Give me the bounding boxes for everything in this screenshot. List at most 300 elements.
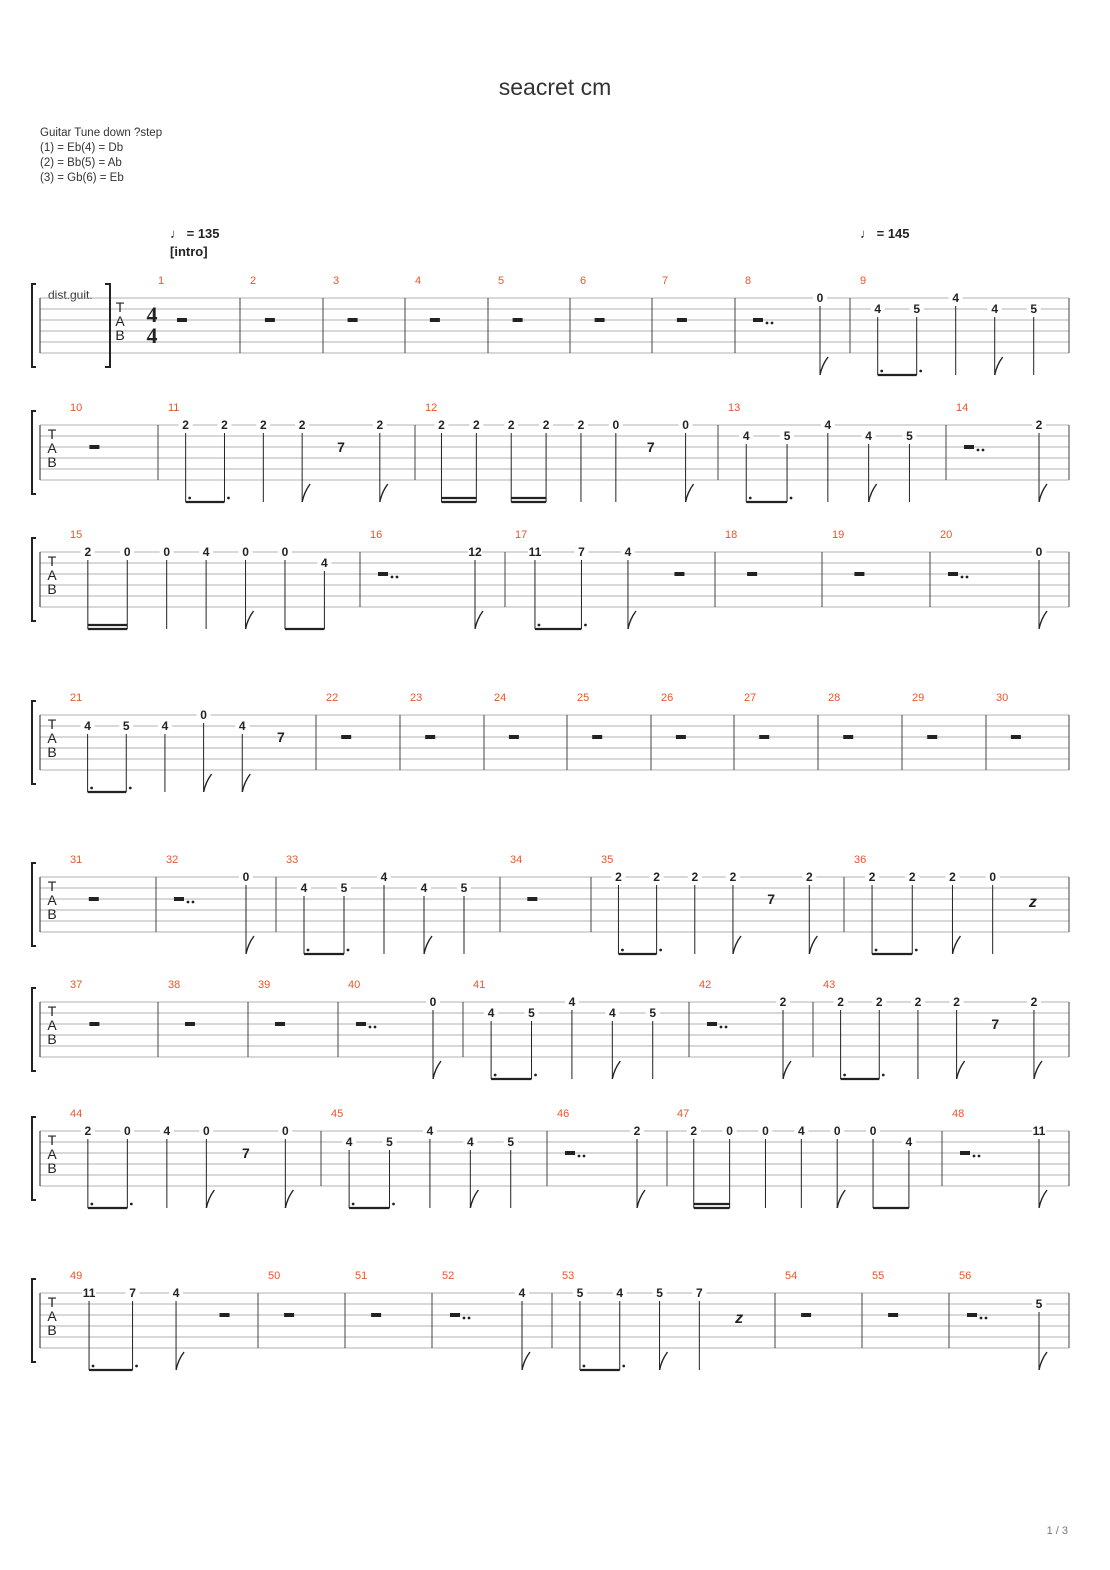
fret-number: 2 <box>376 418 384 432</box>
fret-number: 0 <box>429 995 437 1009</box>
eighth-flag <box>302 484 310 502</box>
eighth-flag <box>1039 1352 1047 1370</box>
tab-letter-a: A <box>47 440 57 456</box>
fret-number: 4 <box>624 545 632 559</box>
half-rest <box>284 1313 294 1317</box>
tab-letter-a: A <box>115 313 125 329</box>
fret-number: 12 <box>468 545 482 559</box>
rest-dot <box>725 1026 728 1029</box>
page-number: 1 / 3 <box>1046 1525 1068 1537</box>
half-rest <box>89 445 99 449</box>
rest-dot <box>578 1155 581 1158</box>
tuning-line: (2) = Bb(5) = Ab <box>40 157 122 169</box>
eighth-flag <box>424 936 432 954</box>
tab-letter-t: T <box>115 299 125 315</box>
half-rest <box>960 1151 970 1155</box>
fret-number: 2 <box>438 418 445 432</box>
dot <box>790 497 793 500</box>
fret-number: 5 <box>783 429 791 443</box>
fret-number: 5 <box>576 1286 584 1300</box>
dot <box>882 1074 885 1077</box>
rest-dot <box>973 1155 976 1158</box>
fret-number: 0 <box>833 1124 841 1138</box>
eighth-rest: 7 <box>277 729 285 745</box>
tab-letter-t: T <box>47 553 57 569</box>
tuning-line: (1) = Eb(4) = Db <box>40 142 124 154</box>
fret-number: 0 <box>282 1124 289 1138</box>
half-rest <box>430 318 440 322</box>
tab-letter-a: A <box>47 1308 57 1324</box>
measure-number: 12 <box>425 402 438 414</box>
system-bracket <box>32 1279 36 1362</box>
song-title: seacret cm <box>498 74 612 100</box>
rest-dot <box>187 901 190 904</box>
eighth-flag <box>242 774 250 792</box>
dot <box>129 787 132 790</box>
measure-number: 5 <box>498 275 505 287</box>
measure-number: 9 <box>860 275 867 287</box>
measure-number: 15 <box>70 529 83 541</box>
fret-number: 0 <box>242 870 250 884</box>
fret-number: 5 <box>460 881 468 895</box>
measure-number: 6 <box>580 275 587 287</box>
fret-number: 4 <box>84 719 91 733</box>
fret-number: 4 <box>426 1124 434 1138</box>
tab-letter-b: B <box>47 581 57 597</box>
fret-number: 4 <box>608 1006 616 1020</box>
eighth-flag <box>1039 1190 1047 1208</box>
tab-letter-b: B <box>47 1031 57 1047</box>
measure-number: 8 <box>745 275 752 287</box>
tab-letter-a: A <box>47 567 57 583</box>
fret-number: 4 <box>466 1135 474 1149</box>
eighth-flag <box>176 1352 184 1370</box>
half-rest <box>348 318 358 322</box>
eighth-flag <box>1039 484 1047 502</box>
measure-number: 2 <box>250 275 257 287</box>
measure-number: 29 <box>912 692 925 704</box>
fret-number: 4 <box>345 1135 353 1149</box>
half-rest <box>527 897 537 901</box>
fret-number: 2 <box>633 1124 641 1138</box>
fret-number: 2 <box>298 418 306 432</box>
fret-number: 5 <box>656 1286 663 1300</box>
system-bracket <box>32 988 36 1071</box>
fret-number: 2 <box>182 418 189 432</box>
measure-number: 34 <box>510 854 523 866</box>
measure-number: 13 <box>728 402 741 414</box>
fret-number: 5 <box>507 1135 515 1149</box>
fret-number: 5 <box>528 1006 535 1020</box>
fret-number: 0 <box>124 1124 131 1138</box>
tab-letter-t: T <box>47 1003 57 1019</box>
fret-number: 4 <box>163 1124 171 1138</box>
fret-number: 4 <box>905 1135 913 1149</box>
measure-number: 14 <box>956 402 969 414</box>
eighth-rest: 7 <box>646 439 655 455</box>
measure-number: 54 <box>785 1270 798 1282</box>
half-rest <box>174 897 184 901</box>
tempo-value: = 135 <box>186 226 220 241</box>
fret-number: 4 <box>824 418 832 432</box>
tab-letter-b: B <box>115 327 125 343</box>
dot <box>90 787 93 790</box>
fret-number: 5 <box>649 1006 657 1020</box>
fret-number: 4 <box>742 429 750 443</box>
rest-dot <box>720 1026 723 1029</box>
half-rest <box>371 1313 381 1317</box>
fret-number: 0 <box>989 870 997 884</box>
fret-number: 5 <box>122 719 130 733</box>
eighth-flag <box>204 774 212 792</box>
measure-number: 38 <box>168 979 181 991</box>
dot <box>352 1203 355 1206</box>
half-rest <box>509 735 519 739</box>
rest-dot <box>369 1026 372 1029</box>
measure-number: 31 <box>70 854 83 866</box>
eighth-flag <box>380 484 388 502</box>
fret-number: 5 <box>386 1135 393 1149</box>
dot <box>915 949 918 952</box>
dot <box>919 370 922 373</box>
measure-number: 47 <box>677 1108 690 1120</box>
dot <box>584 624 587 627</box>
fret-number: 4 <box>874 302 882 316</box>
fret-number: 4 <box>300 881 308 895</box>
dot <box>392 1203 395 1206</box>
half-rest <box>220 1313 230 1317</box>
eighth-flag <box>952 936 960 954</box>
measure-number: 10 <box>70 402 83 414</box>
dot <box>621 949 624 952</box>
rest-dot <box>463 1317 466 1320</box>
half-rest <box>753 318 763 322</box>
tab-letter-a: A <box>47 1017 57 1033</box>
fret-number: 2 <box>949 870 956 884</box>
dot <box>875 949 878 952</box>
measure-number: 33 <box>286 854 299 866</box>
fret-number: 2 <box>868 870 876 884</box>
eighth-flag <box>475 611 483 629</box>
fret-number: 0 <box>762 1124 769 1138</box>
measure-number: 56 <box>959 1270 972 1282</box>
eighth-rest: 7 <box>241 1145 250 1161</box>
rest-dot <box>192 901 195 904</box>
fret-number: 0 <box>242 545 249 559</box>
dot <box>534 1074 537 1077</box>
tab-letter-b: B <box>47 744 57 760</box>
fret-number: 2 <box>615 870 622 884</box>
measure-number: 27 <box>744 692 757 704</box>
fret-number: 4 <box>321 556 328 570</box>
fret-number: 2 <box>577 418 585 432</box>
measure-number: 17 <box>515 529 528 541</box>
measure-number: 53 <box>562 1270 575 1282</box>
measure-number: 22 <box>326 692 339 704</box>
eighth-flag <box>246 936 254 954</box>
dot <box>494 1074 497 1077</box>
dot <box>92 1365 95 1368</box>
rest-dot <box>766 322 769 325</box>
measure-number: 44 <box>70 1108 83 1120</box>
system-bracket <box>32 1117 36 1200</box>
fret-number: 4 <box>202 545 210 559</box>
dot <box>659 949 662 952</box>
tab-letter-a: A <box>47 1146 57 1162</box>
rest-dot <box>978 1155 981 1158</box>
fret-number: 4 <box>865 429 872 443</box>
eighth-flag <box>733 936 741 954</box>
measure-number: 24 <box>494 692 507 704</box>
eighth-flag <box>837 1190 845 1208</box>
instrument-label: dist.guit. <box>48 288 93 302</box>
measure-number: 42 <box>699 979 712 991</box>
half-rest <box>676 735 686 739</box>
dot <box>538 624 541 627</box>
tempo-value: = 145 <box>876 226 910 241</box>
dot <box>135 1365 138 1368</box>
fret-number: 0 <box>612 418 620 432</box>
dot <box>188 497 191 500</box>
tab-letter-b: B <box>47 906 57 922</box>
measure-number: 30 <box>996 692 1009 704</box>
fret-number: 2 <box>1030 995 1038 1009</box>
fret-number: 2 <box>653 870 660 884</box>
fret-number: 11 <box>1032 1124 1046 1138</box>
fret-number: 4 <box>952 291 960 305</box>
fret-number: 2 <box>84 1124 92 1138</box>
half-rest <box>275 1022 285 1026</box>
fret-number: 0 <box>163 545 171 559</box>
half-rest <box>378 572 388 576</box>
half-rest <box>888 1313 898 1317</box>
measure-number: 35 <box>601 854 614 866</box>
dot <box>227 497 230 500</box>
eighth-flag <box>612 1061 620 1079</box>
fret-number: 4 <box>238 719 246 733</box>
fret-number: 2 <box>805 870 813 884</box>
fret-number: 2 <box>837 995 844 1009</box>
fret-number: 4 <box>797 1124 805 1138</box>
fret-number: 2 <box>779 995 787 1009</box>
half-rest <box>265 318 275 322</box>
measure-number: 23 <box>410 692 423 704</box>
half-rest <box>185 1022 195 1026</box>
measure-number: 37 <box>70 979 83 991</box>
rest-dot <box>961 576 964 579</box>
system-bracket <box>32 284 36 367</box>
fret-number: 11 <box>528 545 542 559</box>
tab-letter-a: A <box>47 892 57 908</box>
eighth-flag <box>246 611 254 629</box>
fret-number: 5 <box>906 429 913 443</box>
rest-dot <box>374 1026 377 1029</box>
fret-number: 0 <box>816 291 824 305</box>
fret-number: 5 <box>1035 1297 1043 1311</box>
dot <box>749 497 752 500</box>
eighth-flag <box>522 1352 530 1370</box>
measure-number: 48 <box>952 1108 965 1120</box>
eighth-flag <box>637 1190 645 1208</box>
fret-number: 2 <box>953 995 960 1009</box>
fret-number: 4 <box>487 1006 495 1020</box>
fret-number: 7 <box>129 1286 136 1300</box>
fret-number: 4 <box>568 995 576 1009</box>
half-rest <box>677 318 687 322</box>
measure-number: 51 <box>355 1270 368 1282</box>
half-rest <box>854 572 864 576</box>
tuning-line: Guitar Tune down ?step <box>40 127 163 139</box>
rest-dot <box>583 1155 586 1158</box>
measure-number: 39 <box>258 979 271 991</box>
eighth-flag <box>433 1061 441 1079</box>
fret-number: 4 <box>420 881 428 895</box>
quarter-note-icon: ♩ <box>860 226 873 241</box>
tab-letter-t: T <box>47 716 57 732</box>
eighth-flag <box>957 1061 965 1079</box>
quarter-rest: z <box>735 1310 744 1327</box>
measure-number: 20 <box>940 529 953 541</box>
tab-letter-b: B <box>47 1322 57 1338</box>
half-rest <box>450 1313 460 1317</box>
measure-number: 40 <box>348 979 361 991</box>
fret-number: 0 <box>869 1124 877 1138</box>
half-rest <box>747 572 757 576</box>
fret-number: 4 <box>518 1286 526 1300</box>
section-marker: [intro] <box>170 244 208 259</box>
tab-letter-t: T <box>47 426 57 442</box>
measure-number: 4 <box>415 275 422 287</box>
system-bracket <box>32 701 36 784</box>
fret-number: 2 <box>908 870 916 884</box>
half-rest <box>967 1313 977 1317</box>
half-rest <box>964 445 974 449</box>
fret-number: 2 <box>221 418 228 432</box>
fret-number: 4 <box>380 870 388 884</box>
fret-number: 0 <box>1035 545 1043 559</box>
fret-number: 4 <box>161 719 169 733</box>
eighth-rest: 7 <box>991 1016 1000 1032</box>
fret-number: 0 <box>203 1124 210 1138</box>
half-rest <box>592 735 602 739</box>
fret-number: 11 <box>82 1286 96 1300</box>
measure-number: 21 <box>70 692 83 704</box>
half-rest <box>759 735 769 739</box>
measure-number: 1 <box>158 275 165 287</box>
rest-dot <box>396 576 399 579</box>
fret-number: 0 <box>682 418 689 432</box>
measure-number: 41 <box>473 979 486 991</box>
instrument-bracket <box>105 284 110 367</box>
eighth-flag <box>1034 1061 1042 1079</box>
tuning-line: (3) = Gb(6) = Eb <box>40 172 124 184</box>
eighth-flag <box>660 1352 668 1370</box>
eighth-flag <box>628 611 636 629</box>
dot <box>843 1074 846 1077</box>
tab-letter-a: A <box>47 730 57 746</box>
fret-number: 4 <box>991 302 999 316</box>
measure-number: 7 <box>662 275 669 287</box>
measure-number: 28 <box>828 692 841 704</box>
measure-number: 43 <box>823 979 836 991</box>
eighth-flag <box>285 1190 293 1208</box>
rest-dot <box>985 1317 988 1320</box>
dot <box>90 1203 93 1206</box>
fret-number: 5 <box>913 302 921 316</box>
half-rest <box>425 735 435 739</box>
fret-number: 2 <box>729 870 737 884</box>
half-rest <box>674 572 684 576</box>
half-rest <box>948 572 958 576</box>
tab-letter-b: B <box>47 454 57 470</box>
fret-number: 5 <box>340 881 348 895</box>
half-rest <box>565 1151 575 1155</box>
measure-number: 11 <box>168 402 180 414</box>
tab-letter-t: T <box>47 1132 57 1148</box>
measure-number: 16 <box>370 529 383 541</box>
measure-number: 19 <box>832 529 845 541</box>
measure-number: 45 <box>331 1108 344 1120</box>
fret-number: 2 <box>472 418 480 432</box>
measure-number: 25 <box>577 692 590 704</box>
dot <box>307 949 310 952</box>
half-rest <box>356 1022 366 1026</box>
half-rest <box>177 318 187 322</box>
half-rest <box>595 318 605 322</box>
measure-number: 36 <box>854 854 867 866</box>
measure-number: 32 <box>166 854 179 866</box>
eighth-flag <box>783 1061 791 1079</box>
fret-number: 7 <box>695 1286 703 1300</box>
fret-number: 2 <box>1035 418 1043 432</box>
measure-number: 46 <box>557 1108 570 1120</box>
eighth-flag <box>809 936 817 954</box>
dot <box>622 1365 625 1368</box>
eighth-flag <box>995 357 1003 375</box>
system-bracket <box>32 411 36 494</box>
rest-dot <box>980 1317 983 1320</box>
half-rest <box>89 897 99 901</box>
measure-number: 55 <box>872 1270 885 1282</box>
quarter-note-icon: ♩ <box>170 226 183 241</box>
system-bracket <box>32 538 36 621</box>
eighth-rest: 7 <box>337 439 345 455</box>
dot <box>347 949 350 952</box>
time-signature-top: 4 <box>146 302 158 327</box>
measure-number: 49 <box>70 1270 83 1282</box>
half-rest <box>1011 735 1021 739</box>
dot <box>583 1365 586 1368</box>
fret-number: 2 <box>542 418 550 432</box>
eighth-flag <box>686 484 694 502</box>
fret-number: 0 <box>726 1124 733 1138</box>
eighth-flag <box>869 484 877 502</box>
measure-number: 50 <box>268 1270 281 1282</box>
fret-number: 0 <box>123 545 131 559</box>
time-signature-bottom: 4 <box>146 323 158 348</box>
eighth-flag <box>820 357 828 375</box>
half-rest <box>843 735 853 739</box>
measure-number: 52 <box>442 1270 455 1282</box>
eighth-flag <box>1039 611 1047 629</box>
fret-number: 2 <box>259 418 267 432</box>
half-rest <box>89 1022 99 1026</box>
tab-letter-t: T <box>47 878 57 894</box>
fret-number: 0 <box>200 708 207 722</box>
tab-letter-t: T <box>47 1294 57 1310</box>
fret-number: 2 <box>875 995 883 1009</box>
fret-number: 2 <box>507 418 515 432</box>
